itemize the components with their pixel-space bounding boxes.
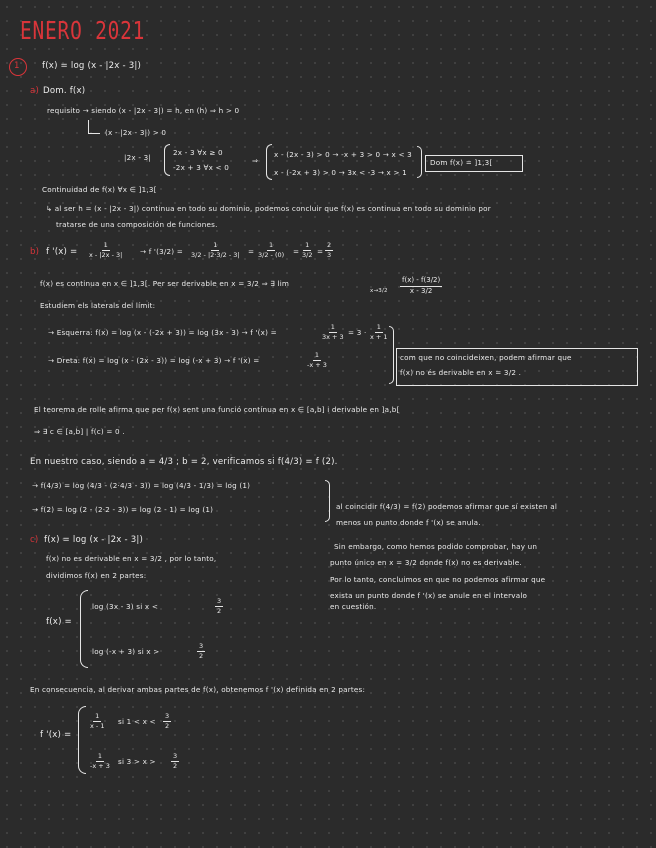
eval-fraction-1 bbox=[191, 242, 240, 259]
right-den: -x + 3 bbox=[307, 361, 327, 370]
part-c-function: f(x) = log (x - |2x - 3|) bbox=[44, 535, 144, 545]
piecewise-brace bbox=[80, 590, 88, 668]
left-limit: → Esquerra: f(x) = log (x - (-2x + 3)) = log (3x - 3) → f '(x) = bbox=[48, 328, 277, 337]
right-num: 1 bbox=[313, 352, 321, 361]
conclusion-2: f(x) no és derivable en x = 3/2 . bbox=[400, 368, 522, 377]
derivative-den: x - |2x - 3| bbox=[89, 251, 123, 260]
limit-fraction bbox=[400, 277, 442, 295]
function-definition: f(x) = log (x - |2x - 3|) bbox=[42, 61, 142, 71]
conclusion-1: com que no coincideixen, podem afirmar que bbox=[400, 353, 572, 362]
dp2-fraction bbox=[90, 753, 110, 770]
eval-den-3: 3/2 bbox=[302, 251, 313, 260]
however-2: punto único en x = 3/2 donde f(x) no es derivable. bbox=[330, 558, 522, 567]
dp1-num: 1 bbox=[93, 713, 101, 722]
right-fraction bbox=[307, 352, 327, 369]
part-b-label: b) bbox=[30, 247, 40, 257]
limit-den: x - 3/2 bbox=[409, 286, 433, 295]
dp1-bound-num: 3 bbox=[163, 713, 171, 722]
continuity-title: Continuidad de f(x) ∀x ∈ ]1,3[ bbox=[42, 185, 157, 194]
eval-num-1: 1 bbox=[211, 242, 219, 251]
part-c-text-2: dividimos f(x) en 2 partes: bbox=[46, 571, 147, 580]
p2-bound-den: 2 bbox=[199, 652, 204, 661]
equals-sign: = bbox=[293, 247, 300, 256]
f-four-thirds: → f(4/3) = log (4/3 - (2·4/3 - 3)) = log (4/3 - 1/3) = log (1) bbox=[32, 481, 251, 490]
limit-subscript: x→3/2 bbox=[370, 288, 388, 294]
part-c-label: c) bbox=[30, 535, 39, 545]
derivative-lhs: f '(x) = bbox=[46, 247, 78, 257]
dp1-den: x - 1 bbox=[90, 722, 105, 731]
however-1: Sin embargo, como hemos podido comprobar, hay un bbox=[334, 542, 538, 551]
laterals-text: Estudiem els laterals del límit: bbox=[40, 301, 156, 310]
abs-brace bbox=[164, 144, 170, 176]
consequence-text: En consecuencia, al derivar ambas partes de f(x), obtenemos f '(x) definida en 2 partes: bbox=[30, 685, 366, 694]
coincide-2: menos un punto donde f '(x) se anula. bbox=[336, 518, 481, 527]
left-num-2: 1 bbox=[375, 324, 383, 333]
eval-fraction-3 bbox=[302, 242, 312, 259]
arrow-horizontal bbox=[88, 133, 100, 134]
cases-close-brace bbox=[417, 146, 422, 178]
left-num: 1 bbox=[329, 324, 337, 333]
left-den-2: x + 1 bbox=[370, 333, 388, 342]
p1-bound-den: 2 bbox=[217, 607, 222, 616]
p1-bound-num: 3 bbox=[215, 598, 223, 607]
continuity-text-1: ↳ al ser h = (x - |2x - 3|) continua en todo su dominio, podemos concluir que f(x) es continua en todo su dominio por bbox=[46, 204, 491, 213]
rolle-statement-2: ⇒ ∃ c ∈ [a,b] | f(c) = 0 . bbox=[34, 427, 125, 436]
eval-den-1: 3/2 - |2·3/2 - 3| bbox=[191, 251, 240, 260]
eval-den-4: 3 bbox=[327, 251, 332, 260]
piecewise-lhs: f(x) = bbox=[46, 617, 72, 627]
arrow-vertical bbox=[88, 120, 89, 133]
dp2-bound-den: 2 bbox=[173, 762, 178, 771]
page-title: ENERO 2021 bbox=[20, 16, 146, 45]
eval-num-3: 1 bbox=[303, 242, 311, 251]
dp2-den: -x + 3 bbox=[90, 762, 110, 771]
dp2-bound-num: 3 bbox=[171, 753, 179, 762]
abs-value-label: |2x - 3| bbox=[124, 153, 152, 162]
implies-arrow: ⇒ bbox=[252, 156, 259, 165]
f-two: → f(2) = log (2 - (2·2 - 3)) = log (2 - 1) = log (1) bbox=[32, 505, 214, 514]
eval-fraction-2 bbox=[258, 242, 284, 259]
abs-case-1: 2x - 3 ∀x ≥ 0 bbox=[173, 148, 223, 157]
dp2-condition: si 3 > x > bbox=[118, 757, 156, 766]
left-tail: = 3 · bbox=[348, 328, 367, 337]
requirement-text: requisito → siendo (x - |2x - 3|) = h, en (h) ⇒ h > 0 bbox=[47, 106, 240, 115]
domain-result: Dom f(x) = ]1,3[ bbox=[430, 158, 493, 167]
continuity-text-2: tratarse de una composición de funciones. bbox=[56, 220, 218, 229]
limit-num: f(x) - f(3/2) bbox=[400, 277, 442, 287]
rolle-statement-1: El teorema de rolle afirma que per f(x) sent una funció contínua en x ∈ [a,b] i derivable en ]a,b[ bbox=[34, 405, 400, 414]
eval-fraction-4 bbox=[325, 242, 333, 259]
derivative-num: 1 bbox=[102, 242, 110, 251]
dp2-bound bbox=[171, 753, 179, 770]
left-den: 3x + 3 bbox=[322, 333, 344, 342]
dp1-condition: si 1 < x < bbox=[118, 717, 156, 726]
part-a-title: Dom. f(x) bbox=[43, 86, 86, 96]
requirement-condition: (x - |2x - 3|) > 0 bbox=[105, 128, 167, 137]
derivative-piecewise-brace bbox=[78, 706, 86, 774]
case-2: x - (-2x + 3) > 0 → 3x < -3 → x > 1 bbox=[274, 168, 407, 177]
equals-sign: = bbox=[248, 247, 255, 256]
p2-bound-num: 3 bbox=[197, 643, 205, 652]
laterals-brace bbox=[389, 326, 394, 384]
equals-sign: = bbox=[317, 247, 324, 256]
piecewise-part-1-bound bbox=[215, 598, 223, 615]
eval-den-2: 3/2 - (0) bbox=[258, 251, 285, 260]
abs-case-2: -2x + 3 ∀x < 0 bbox=[173, 163, 230, 172]
rolle-brace bbox=[325, 480, 330, 522]
however-5: en cuestión. bbox=[330, 602, 377, 611]
left-fraction bbox=[322, 324, 344, 341]
coincide-1: al coincidir f(4/3) = f(2) podemos afirmar que sí existen al bbox=[336, 502, 558, 511]
case-1: x - (2x - 3) > 0 → -x + 3 > 0 → x < 3 bbox=[274, 150, 412, 159]
derivative-piecewise-lhs: f '(x) = bbox=[40, 730, 72, 740]
exercise-number: 1 bbox=[14, 61, 20, 71]
derivative-fraction bbox=[89, 242, 122, 259]
eval-num-2: 1 bbox=[267, 242, 275, 251]
dp1-bound bbox=[163, 713, 171, 730]
derivative-eval-label: → f '(3/2) = bbox=[140, 247, 183, 256]
dp1-fraction bbox=[90, 713, 104, 730]
piecewise-part-2: log (-x + 3) si x > bbox=[92, 647, 160, 656]
however-3: Por lo tanto, concluimos en que no podemos afirmar que bbox=[330, 575, 546, 584]
dp2-num: 1 bbox=[96, 753, 104, 762]
eval-num-4: 2 bbox=[325, 242, 333, 251]
right-limit: → Dreta: f(x) = log (x - (2x - 3)) = log (-x + 3) → f '(x) = bbox=[48, 356, 260, 365]
piecewise-part-1: log (3x - 3) si x < bbox=[92, 602, 159, 611]
part-c-text-1: f(x) no es derivable en x = 3/2 , por lo tanto, bbox=[46, 554, 217, 563]
cases-brace bbox=[266, 144, 272, 180]
our-case: En nuestro caso, siendo a = 4/3 ; b = 2, verificamos si f(4/3) = f (2). bbox=[30, 457, 338, 467]
however-4: exista un punto donde f '(x) se anule en el intervalo bbox=[330, 591, 528, 600]
part-a-label: a) bbox=[30, 86, 40, 96]
left-fraction-2 bbox=[370, 324, 388, 341]
piecewise-part-2-bound bbox=[197, 643, 205, 660]
dp1-bound-den: 2 bbox=[165, 722, 170, 731]
derivability-text: f(x) es continua en x ∈ ]1,3[. Per ser derivable en x = 3/2 ⇒ ∃ lim bbox=[40, 279, 290, 288]
